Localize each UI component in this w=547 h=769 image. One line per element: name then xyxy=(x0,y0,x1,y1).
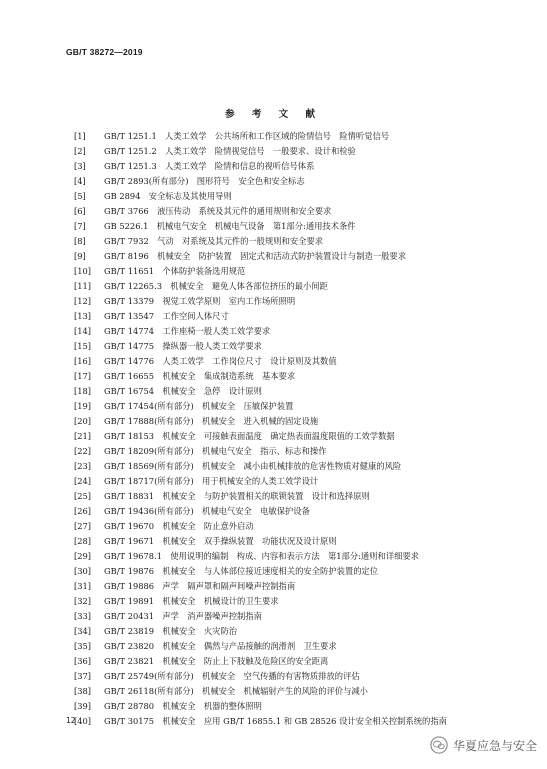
reference-number: [39] xyxy=(74,701,92,711)
reference-number: [18] xyxy=(74,386,92,396)
reference-item xyxy=(74,489,514,504)
reference-number: [9] xyxy=(74,251,86,261)
reference-number: [19] xyxy=(74,401,92,411)
reference-number: [11] xyxy=(74,281,92,291)
reference-number: [10] xyxy=(74,266,92,276)
reference-text: GB/T 16754 机械安全 急停 设计原则 xyxy=(104,386,262,396)
reference-list xyxy=(74,129,514,729)
reference-text: GB/T 17888(所有部分) 机械安全 进入机械的固定设施 xyxy=(104,416,319,426)
reference-text: GB/T 19670 机械安全 防止意外启动 xyxy=(104,521,254,531)
reference-text: GB/T 14775 操纵器一般人类工效学要求 xyxy=(104,341,262,351)
reference-number: [16] xyxy=(74,356,92,366)
reference-number: [34] xyxy=(74,626,92,636)
watermark xyxy=(430,736,537,754)
reference-text: GB/T 18209(所有部分) 机械电气安全 指示、标志和操作 xyxy=(104,446,327,456)
reference-item xyxy=(74,354,514,369)
reference-number: [28] xyxy=(74,536,92,546)
reference-item xyxy=(74,534,514,549)
reference-item xyxy=(74,699,514,714)
reference-item xyxy=(74,639,514,654)
reference-number: [12] xyxy=(74,296,92,306)
reference-text: GB/T 23819 机械安全 火灾防治 xyxy=(104,626,238,636)
reference-item xyxy=(74,429,514,444)
standard-code: GB/T 38272—2019 xyxy=(66,47,143,57)
reference-text: GB/T 18153 机械安全 可接触表面温度 确定热表面温度限值的工效学数据 xyxy=(104,431,395,441)
reference-item xyxy=(74,324,514,339)
reference-number: [17] xyxy=(74,371,92,381)
reference-item xyxy=(74,279,514,294)
reference-text: GB/T 1251.1 人类工效学 公共场所和工作区域的险情信号 险情听觉信号 xyxy=(104,131,390,141)
reference-item xyxy=(74,159,514,174)
reference-number: [4] xyxy=(74,176,86,186)
reference-number: [13] xyxy=(74,311,92,321)
reference-text: GB/T 16655 机械安全 集成制造系统 基本要求 xyxy=(104,371,296,381)
reference-item xyxy=(74,414,514,429)
reference-text: GB 5226.1 机械电气安全 机械电气设备 第1部分:通用技术条件 xyxy=(104,221,356,231)
reference-number: [31] xyxy=(74,581,92,591)
reference-text: GB/T 1251.3 人类工效学 险情和信息的视听信号体系 xyxy=(104,161,315,171)
reference-number: [30] xyxy=(74,566,92,576)
reference-item xyxy=(74,444,514,459)
reference-item xyxy=(74,519,514,534)
reference-item xyxy=(74,459,514,474)
reference-item xyxy=(74,264,514,279)
reference-item xyxy=(74,579,514,594)
reference-number: [38] xyxy=(74,686,92,696)
reference-text: GB/T 13379 视觉工效学原则 室内工作场所照明 xyxy=(104,296,296,306)
reference-number: [7] xyxy=(74,221,86,231)
reference-text: GB/T 30175 机械安全 应用 GB/T 16855.1 和 GB 28526 设计安全相关控制系统的指南 xyxy=(104,716,447,726)
reference-item xyxy=(74,564,514,579)
reference-item xyxy=(74,369,514,384)
reference-text: GB/T 19876 机械安全 与人体部位接近速度相关的安全防护装置的定位 xyxy=(104,566,379,576)
reference-item xyxy=(74,624,514,639)
reference-text: GB/T 23821 机械安全 防止上下肢触及危险区的安全距离 xyxy=(104,656,329,666)
reference-number: [1] xyxy=(74,131,86,141)
reference-text: GB/T 2893(所有部分) 图形符号 安全色和安全标志 xyxy=(104,176,305,186)
reference-number: [26] xyxy=(74,506,92,516)
reference-number: [40] xyxy=(74,716,92,726)
reference-number: [35] xyxy=(74,641,92,651)
reference-number: [37] xyxy=(74,671,92,681)
reference-number: [14] xyxy=(74,326,92,336)
reference-item xyxy=(74,654,514,669)
reference-item xyxy=(74,249,514,264)
reference-item xyxy=(74,669,514,684)
reference-number: [22] xyxy=(74,446,92,456)
reference-item xyxy=(74,189,514,204)
reference-item xyxy=(74,234,514,249)
reference-item xyxy=(74,294,514,309)
reference-text: GB/T 23820 机械安全 偶然与产品接触的润滑剂 卫生要求 xyxy=(104,641,337,651)
reference-text: GB/T 8196 机械安全 防护装置 固定式和活动式防护装置设计与制造一般要求 xyxy=(104,251,407,261)
reference-item xyxy=(74,219,514,234)
reference-number: [36] xyxy=(74,656,92,666)
reference-text: GB/T 20431 声学 消声器噪声控制指南 xyxy=(104,611,262,621)
reference-text: GB/T 19886 声学 隔声罩和隔声间噪声控制指南 xyxy=(104,581,296,591)
reference-text: GB/T 18717(所有部分) 用于机械安全的人类工效学设计 xyxy=(104,476,319,486)
reference-item xyxy=(74,609,514,624)
reference-item xyxy=(74,339,514,354)
reference-text: GB/T 13547 工作空间人体尺寸 xyxy=(104,311,229,321)
reference-text: GB/T 1251.2 人类工效学 险情视觉信号 一般要求、设计和检验 xyxy=(104,146,356,156)
reference-number: [21] xyxy=(74,431,92,441)
reference-number: [6] xyxy=(74,206,86,216)
reference-text: GB/T 19891 机械安全 机械设计的卫生要求 xyxy=(104,596,279,606)
reference-item xyxy=(74,144,514,159)
reference-number: [23] xyxy=(74,461,92,471)
wechat-icon xyxy=(430,736,448,754)
reference-number: [32] xyxy=(74,596,92,606)
reference-item xyxy=(74,549,514,564)
reference-text: GB/T 17454(所有部分) 机械安全 压敏保护装置 xyxy=(104,401,294,411)
reference-text: GB/T 18831 机械安全 与防护装置相关的联锁装置 设计和选择原则 xyxy=(104,491,370,501)
reference-item xyxy=(74,399,514,414)
reference-text: GB/T 14776 人类工效学 工作岗位尺寸 设计原则及其数值 xyxy=(104,356,337,366)
reference-text: GB/T 18569(所有部分) 机械安全 减小由机械排放的危害性物质对健康的风险 xyxy=(104,461,402,471)
reference-text: GB/T 19436(所有部分) 机械电气安全 电敏保护设备 xyxy=(104,506,310,516)
reference-text: GB/T 14774 工作座椅一般人类工效学要求 xyxy=(104,326,271,336)
reference-item xyxy=(74,684,514,699)
reference-text: GB/T 19671 机械安全 双手操纵装置 功能状况及设计原则 xyxy=(104,536,337,546)
section-title: 参 考 文 献 xyxy=(225,109,322,120)
watermark-text: 华夏应急与安全 xyxy=(452,738,537,753)
reference-item xyxy=(74,594,514,609)
reference-number: [27] xyxy=(74,521,92,531)
reference-text: GB/T 28780 机械安全 机器的整体照明 xyxy=(104,701,262,711)
reference-number: [29] xyxy=(74,551,92,561)
reference-number: [8] xyxy=(74,236,86,246)
reference-item xyxy=(74,714,514,729)
reference-text: GB/T 12265.3 机械安全 避免人体各部位挤压的最小间距 xyxy=(104,281,328,291)
reference-text: GB/T 3766 液压传动 系统及其元件的通用规则和安全要求 xyxy=(104,206,332,216)
reference-number: [20] xyxy=(74,416,92,426)
reference-item xyxy=(74,474,514,489)
reference-number: [2] xyxy=(74,146,86,156)
page-number: 12 xyxy=(66,716,76,725)
reference-text: GB/T 7932 气动 对系统及其元件的一般规则和安全要求 xyxy=(104,236,324,246)
reference-number: [33] xyxy=(74,611,92,621)
reference-number: [5] xyxy=(74,191,86,201)
reference-text: GB/T 25749(所有部分) 机械安全 空气传播的有害物质排放的评估 xyxy=(104,671,360,681)
reference-text: GB 2894 安全标志及其使用导则 xyxy=(104,191,232,201)
reference-number: [15] xyxy=(74,341,92,351)
reference-text: GB/T 11651 个体防护装备选用规范 xyxy=(104,266,246,276)
reference-item xyxy=(74,309,514,324)
reference-number: [24] xyxy=(74,476,92,486)
reference-item xyxy=(74,129,514,144)
reference-text: GB/T 19678.1 使用说明的编制 构成、内容和表示方法 第1部分:通则和详细要求 xyxy=(104,551,419,561)
reference-text: GB/T 26118(所有部分) 机械安全 机械辐射产生的风险的评价与减小 xyxy=(104,686,368,696)
reference-item xyxy=(74,174,514,189)
reference-item xyxy=(74,204,514,219)
reference-number: [25] xyxy=(74,491,92,501)
reference-item xyxy=(74,504,514,519)
reference-item xyxy=(74,384,514,399)
reference-number: [3] xyxy=(74,161,86,171)
